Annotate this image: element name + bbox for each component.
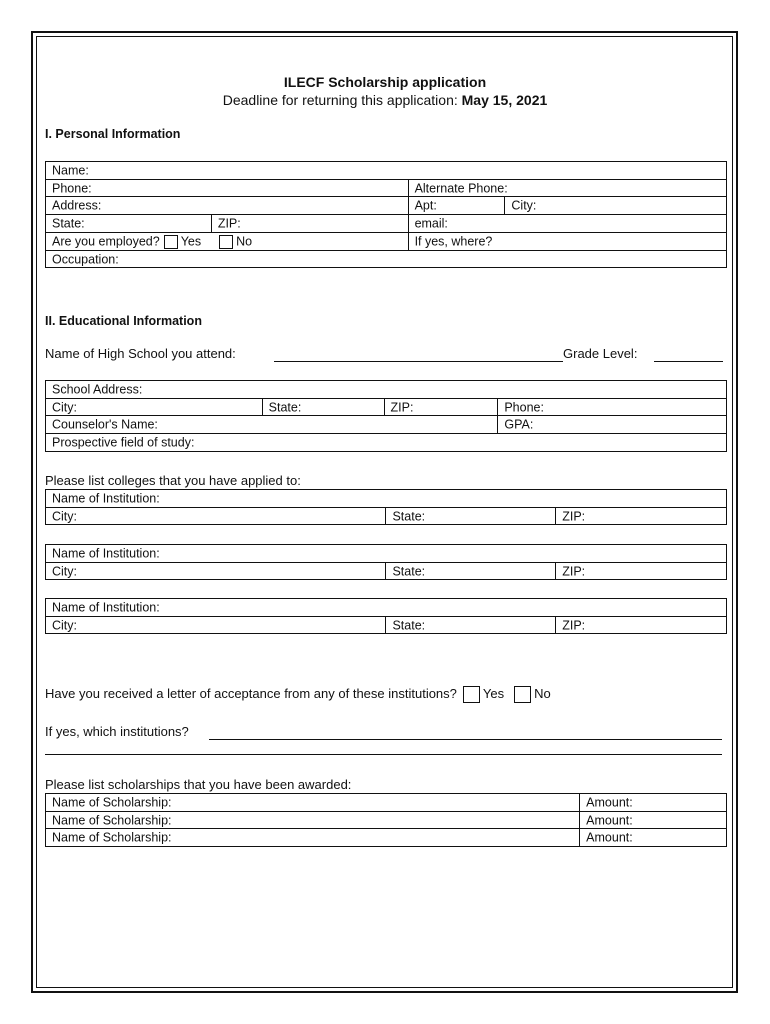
zip-label: ZIP: bbox=[217, 216, 241, 231]
college-state-field[interactable] bbox=[386, 616, 556, 634]
name-label: Name: bbox=[52, 163, 89, 178]
alt-phone-label: Alternate Phone: bbox=[414, 181, 508, 196]
city-label: City: bbox=[511, 199, 537, 214]
college-state-label: State: bbox=[392, 618, 426, 633]
employed-yes-checkbox[interactable] bbox=[164, 235, 178, 249]
table-row bbox=[46, 616, 727, 634]
school-zip-field[interactable] bbox=[384, 398, 498, 416]
scholarship-amount-label: Amount: bbox=[586, 813, 633, 828]
table-row bbox=[46, 215, 727, 233]
scholarship-amount-label: Amount: bbox=[586, 831, 633, 846]
gpa-field[interactable] bbox=[498, 416, 727, 434]
employed-no-checkbox[interactable] bbox=[219, 235, 233, 249]
where-field[interactable] bbox=[408, 232, 726, 250]
acceptance-yes-label: Yes bbox=[482, 686, 505, 701]
deadline-line bbox=[0, 92, 770, 108]
high-school-label: Name of High School you attend: bbox=[45, 346, 236, 361]
employed-yes-label: Yes bbox=[180, 234, 202, 249]
name-field[interactable] bbox=[46, 162, 727, 180]
table-row bbox=[46, 250, 727, 268]
college-zip-field[interactable] bbox=[556, 507, 727, 525]
email-field[interactable] bbox=[408, 215, 726, 233]
table-row bbox=[46, 197, 727, 215]
apt-label: Apt: bbox=[414, 199, 437, 214]
table-row bbox=[46, 232, 727, 250]
zip-field[interactable] bbox=[211, 215, 408, 233]
school-address-field[interactable] bbox=[46, 381, 727, 399]
education-heading: II. Educational Information bbox=[45, 314, 202, 328]
which-institutions-label: If yes, which institutions? bbox=[45, 724, 189, 739]
table-row bbox=[46, 381, 727, 399]
address-label: Address: bbox=[52, 199, 102, 214]
scholarship-name-label: Name of Scholarship: bbox=[52, 795, 172, 810]
acceptance-no-label: No bbox=[534, 686, 551, 701]
school-city-label: City: bbox=[52, 400, 77, 415]
scholarship-name-field[interactable] bbox=[46, 794, 580, 812]
table-row bbox=[46, 416, 727, 434]
school-zip-label: ZIP: bbox=[390, 400, 414, 415]
school-phone-label: Phone: bbox=[504, 400, 544, 415]
deadline-date: May 15, 2021 bbox=[461, 92, 548, 108]
institution-field[interactable] bbox=[46, 599, 727, 617]
scholarships-prompt: Please list scholarships that you have been awarded: bbox=[45, 777, 352, 792]
school-state-field[interactable] bbox=[262, 398, 384, 416]
school-phone-field[interactable] bbox=[498, 398, 727, 416]
counselor-field[interactable] bbox=[46, 416, 498, 434]
college-state-label: State: bbox=[392, 509, 426, 524]
which-institutions-input[interactable] bbox=[209, 739, 722, 740]
grade-level-label: Grade Level: bbox=[563, 346, 638, 361]
apt-field[interactable] bbox=[408, 197, 505, 215]
scholarship-name-field[interactable] bbox=[46, 829, 580, 847]
state-field[interactable] bbox=[46, 215, 212, 233]
table-row bbox=[46, 179, 727, 197]
city-field[interactable] bbox=[505, 197, 727, 215]
college-zip-label: ZIP: bbox=[562, 564, 586, 579]
employed-field bbox=[46, 232, 409, 250]
college-city-label: City: bbox=[52, 618, 77, 633]
employed-no-label: No bbox=[236, 234, 253, 249]
college-state-label: State: bbox=[392, 564, 426, 579]
table-row bbox=[46, 545, 727, 563]
field-of-study-field[interactable] bbox=[46, 434, 727, 452]
institution-field[interactable] bbox=[46, 545, 727, 563]
email-label: email: bbox=[414, 216, 448, 231]
acceptance-no-checkbox[interactable] bbox=[514, 686, 531, 703]
acceptance-yes-checkbox[interactable] bbox=[463, 686, 480, 703]
deadline-prefix: Deadline for returning this application: bbox=[222, 92, 462, 108]
college-city-field[interactable] bbox=[46, 562, 386, 580]
personal-table bbox=[45, 161, 727, 268]
state-label: State: bbox=[52, 216, 85, 231]
college-city-label: City: bbox=[52, 509, 77, 524]
acceptance-question: Have you received a letter of acceptance from any of these institutions? bbox=[45, 686, 457, 701]
table-row bbox=[46, 434, 727, 452]
college-zip-field[interactable] bbox=[556, 616, 727, 634]
college-city-field[interactable] bbox=[46, 507, 386, 525]
table-row bbox=[46, 829, 727, 847]
occupation-field[interactable] bbox=[46, 250, 727, 268]
table-row bbox=[46, 490, 727, 508]
scholarship-amount-field[interactable] bbox=[580, 794, 727, 812]
scholarship-name-label: Name of Scholarship: bbox=[52, 813, 172, 828]
address-field[interactable] bbox=[46, 197, 409, 215]
table-row bbox=[46, 599, 727, 617]
table-row bbox=[46, 794, 727, 812]
college-zip-label: ZIP: bbox=[562, 618, 586, 633]
college-state-field[interactable] bbox=[386, 507, 556, 525]
high-school-input[interactable] bbox=[274, 361, 563, 362]
where-label: If yes, where? bbox=[414, 234, 493, 249]
college-table-2 bbox=[45, 544, 727, 580]
scholarships-table bbox=[45, 793, 727, 847]
college-city-label: City: bbox=[52, 564, 77, 579]
institution-label: Name of Institution: bbox=[52, 600, 160, 615]
phone-label: Phone: bbox=[52, 181, 92, 196]
scholarship-amount-label: Amount: bbox=[586, 795, 633, 810]
institution-label: Name of Institution: bbox=[52, 546, 160, 561]
phone-field[interactable] bbox=[46, 179, 409, 197]
table-row bbox=[46, 811, 727, 829]
gpa-label: GPA: bbox=[504, 418, 534, 433]
field-of-study-label: Prospective field of study: bbox=[52, 435, 195, 450]
counselor-label: Counselor's Name: bbox=[52, 418, 158, 433]
table-row bbox=[46, 507, 727, 525]
table-row bbox=[46, 398, 727, 416]
scholarship-amount-field[interactable] bbox=[580, 829, 727, 847]
institution-field[interactable] bbox=[46, 490, 727, 508]
colleges-prompt: Please list colleges that you have applied to: bbox=[45, 473, 301, 488]
scholarship-amount-field[interactable] bbox=[580, 811, 727, 829]
college-city-field[interactable] bbox=[46, 616, 386, 634]
school-city-field[interactable] bbox=[46, 398, 263, 416]
alt-phone-field[interactable] bbox=[408, 179, 726, 197]
table-row bbox=[46, 562, 727, 580]
school-table bbox=[45, 380, 727, 452]
occupation-label: Occupation: bbox=[52, 252, 119, 267]
school-state-label: State: bbox=[268, 400, 302, 415]
which-institutions-input-line-2[interactable] bbox=[45, 754, 722, 755]
college-table-3 bbox=[45, 598, 727, 634]
college-state-field[interactable] bbox=[386, 562, 556, 580]
college-zip-label: ZIP: bbox=[562, 509, 586, 524]
acceptance-line bbox=[45, 686, 551, 703]
form-title: ILECF Scholarship application bbox=[283, 74, 487, 90]
employed-label: Are you employed? bbox=[52, 234, 160, 249]
scholarship-name-field[interactable] bbox=[46, 811, 580, 829]
personal-heading: I. Personal Information bbox=[45, 127, 181, 141]
table-row bbox=[46, 162, 727, 180]
grade-level-input[interactable] bbox=[654, 361, 723, 362]
college-zip-field[interactable] bbox=[556, 562, 727, 580]
scholarship-name-label: Name of Scholarship: bbox=[52, 831, 172, 846]
school-address-label: School Address: bbox=[52, 382, 143, 397]
college-table-1 bbox=[45, 489, 727, 525]
institution-label: Name of Institution: bbox=[52, 491, 160, 506]
